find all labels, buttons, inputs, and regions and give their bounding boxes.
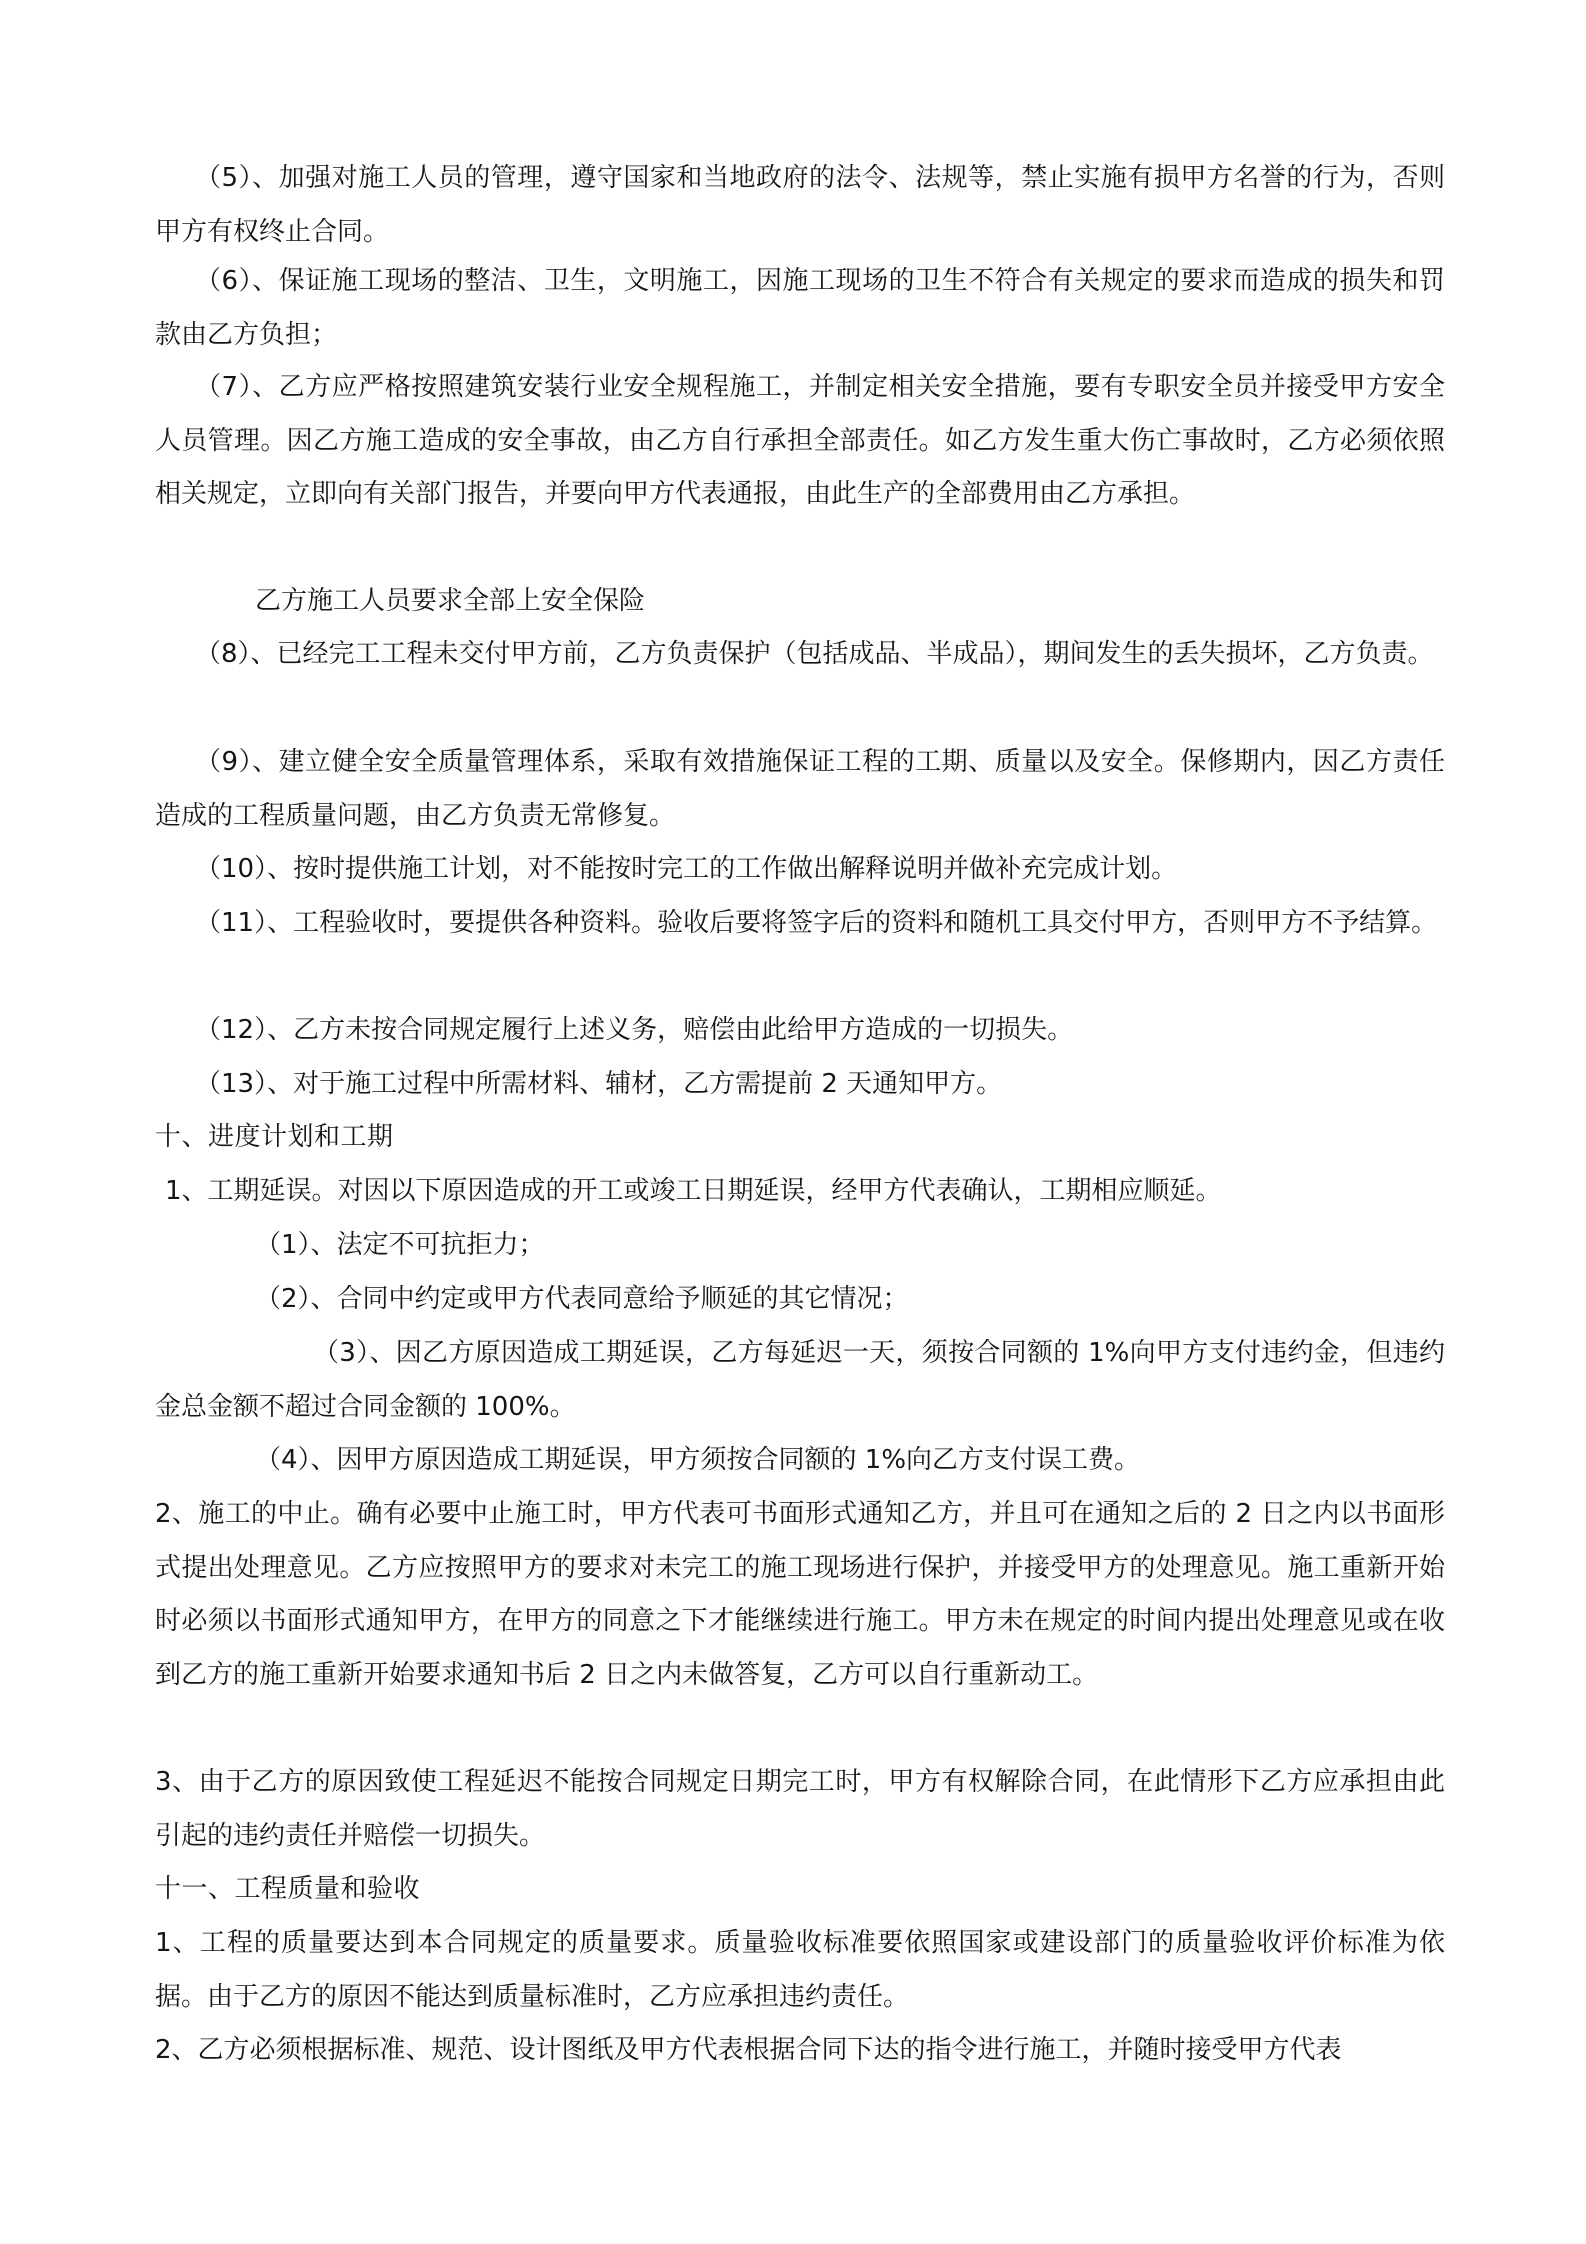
section-10-item-2: 2、施工的中止。确有必要中止施工时，甲方代表可书面形式通知乙方，并且可在通知之后的 2 日之内以书面形式提出处理意见。乙方应按照甲方的要求对未完工的施工现场进行保护，并接受甲方的处理意见。施工重新开始时必须以书面形式通知甲方，在甲方的同意之下才能继续进行施工。甲方未在规定的时间内提出处理意见或在收到乙方的施工重新开始要求通知书后 2 日之内未做答复，乙方可以自行重新动工。 xyxy=(155,1499,1445,1690)
insurance-note: 乙方施工人员要求全部上安全保险 xyxy=(255,586,646,616)
section-10-item-1: 1、工期延误。对因以下原因造成的开工或竣工日期延误，经甲方代表确认，工期相应顺延。 xyxy=(165,1176,1222,1206)
section-10-item-1-sub-4: （4）、因甲方原因造成工期延误，甲方须按合同额的 1%向乙方支付误工费。 xyxy=(255,1445,1141,1475)
section-10-item-3: 3、由于乙方的原因致使工程延迟不能按合同规定日期完工时，甲方有权解除合同，在此情形下乙方应承担由此引起的违约责任并赔偿一切损失。 xyxy=(155,1767,1445,1851)
section-11-heading: 十一、工程质量和验收 xyxy=(155,1874,421,1904)
section-10-item-1-sub-3: （3）、因乙方原因造成工期延误，乙方每延迟一天，须按合同额的 1%向甲方支付违约金，但违约金总金额不超过合同金额的 100%。 xyxy=(155,1338,1445,1422)
clause-10: （10）、按时提供施工计划，对不能按时完工的工作做出解释说明并做补充完成计划。 xyxy=(195,854,1178,884)
section-11-item-1: 1、工程的质量要达到本合同规定的质量要求。质量验收标准要依照国家或建设部门的质量验收评价标准为依据。由于乙方的原因不能达到质量标准时，乙方应承担违约责任。 xyxy=(155,1928,1445,2012)
clause-5: （5）、加强对施工人员的管理，遵守国家和当地政府的法令、法规等，禁止实施有损甲方名誉的行为，否则甲方有权终止合同。 xyxy=(155,163,1445,247)
section-10-item-1-sub-2: （2）、合同中约定或甲方代表同意给予顺延的其它情况； xyxy=(255,1284,909,1314)
section-10-item-1-sub-1: （1）、法定不可抗拒力； xyxy=(255,1230,545,1260)
clause-7: （7）、乙方应严格按照建筑安装行业安全规程施工，并制定相关安全措施，要有专职安全员并接受甲方安全人员管理。因乙方施工造成的安全事故，由乙方自行承担全部责任。如乙方发生重大伤亡事故时，乙方必须依照相关规定，立即向有关部门报告，并要向甲方代表通报，由此生产的全部费用由乙方承担。 xyxy=(155,372,1445,510)
section-10-heading: 十、进度计划和工期 xyxy=(155,1122,394,1152)
section-11-item-2: 2、乙方必须根据标准、规范、设计图纸及甲方代表根据合同下达的指令进行施工，并随时接受甲方代表 xyxy=(155,2035,1342,2065)
clause-13: （13）、对于施工过程中所需材料、辅材，乙方需提前 2 天通知甲方。 xyxy=(195,1069,1003,1099)
clause-8: （8）、已经完工工程未交付甲方前，乙方负责保护（包括成品、半成品），期间发生的丢失损坏，乙方负责。 xyxy=(195,639,1434,669)
clause-11: （11）、工程验收时，要提供各种资料。验收后要将签字后的资料和随机工具交付甲方，否则甲方不予结算。 xyxy=(195,908,1438,938)
clause-9: （9）、建立健全安全质量管理体系，采取有效措施保证工程的工期、质量以及安全。保修期内，因乙方责任造成的工程质量问题，由乙方负责无常修复。 xyxy=(155,747,1445,831)
clause-12: （12）、乙方未按合同规定履行上述义务，赔偿由此给甲方造成的一切损失。 xyxy=(195,1015,1074,1045)
clause-6: （6）、保证施工现场的整洁、卫生，文明施工，因施工现场的卫生不符合有关规定的要求而造成的损失和罚款由乙方负担； xyxy=(155,266,1445,350)
